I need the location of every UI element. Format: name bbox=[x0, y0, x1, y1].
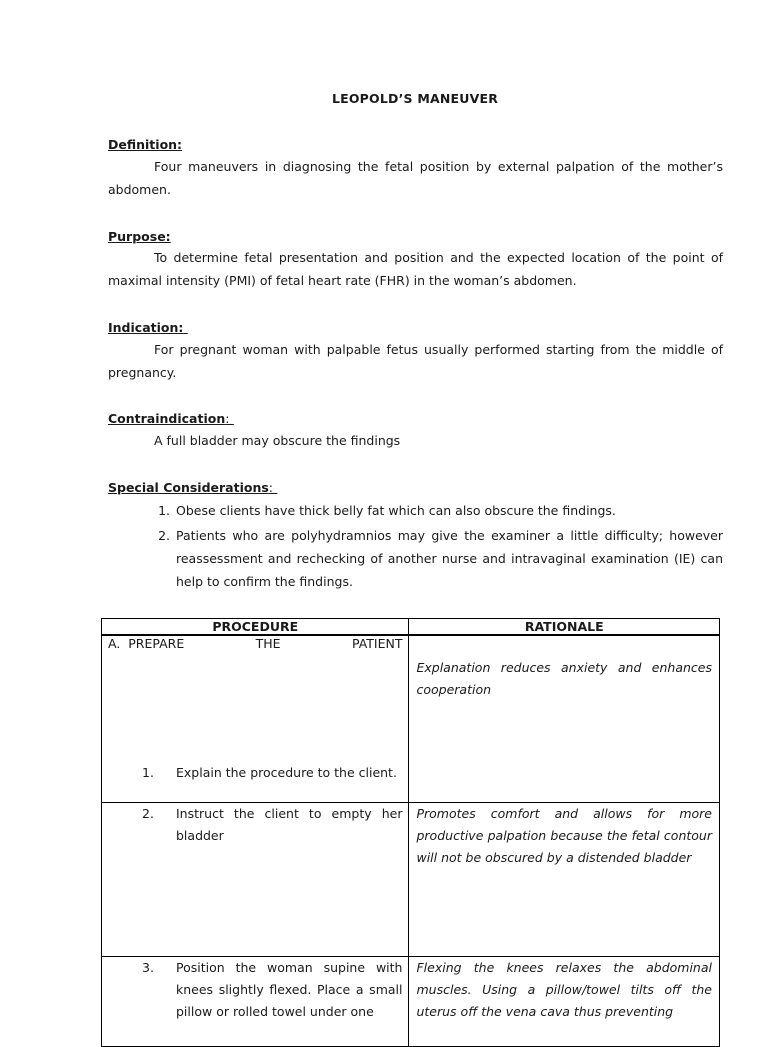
contraindication-text: A full bladder may obscure the findings bbox=[154, 433, 401, 448]
rationale-cell bbox=[409, 957, 720, 1047]
section-letter: A. bbox=[108, 636, 121, 651]
list-item-number: 1. bbox=[158, 503, 170, 518]
procedure-step bbox=[102, 762, 408, 784]
list-item bbox=[150, 499, 723, 522]
table-row bbox=[102, 957, 720, 1047]
purpose-heading: Purpose: bbox=[108, 229, 171, 244]
procedure-step bbox=[102, 957, 408, 1023]
step-text: Explain the procedure to the client. bbox=[176, 765, 397, 780]
step-text: Position the woman supine with knees slightly flexed. Place a small pillow or rolled towel under one bbox=[176, 960, 403, 1019]
procedure-step bbox=[102, 803, 408, 847]
rationale-column-header: RATIONALE bbox=[409, 619, 720, 636]
procedure-cell bbox=[102, 803, 409, 957]
list-item bbox=[150, 524, 723, 593]
rationale-text: Explanation reduces anxiety and enhances cooperation bbox=[416, 660, 712, 697]
list-item-number: 2. bbox=[158, 528, 170, 543]
purpose-text: To determine fetal presentation and position and the expected location of the point of maximal intensity (PMI) of fetal heart rate (FHR) in the woman’s abdomen. bbox=[108, 250, 723, 288]
step-text: Instruct the client to empty her bladder bbox=[176, 806, 403, 843]
procedure-cell bbox=[102, 957, 409, 1047]
table-row bbox=[102, 635, 720, 803]
step-number: 3. bbox=[142, 960, 154, 975]
the-word: THE bbox=[255, 636, 281, 651]
rationale-cell bbox=[409, 803, 720, 957]
prepare-patient-label bbox=[102, 636, 408, 651]
indication-text: For pregnant woman with palpable fetus usually performed starting from the middle of pregnancy. bbox=[108, 342, 723, 380]
procedure-table bbox=[101, 618, 720, 1047]
list-item-text: Patients who are polyhydramnios may give the examiner a little difficulty; however reassessment and rechecking of another nurse and intravaginal examination (IE) can help to confirm the findings. bbox=[176, 528, 723, 589]
procedure-cell bbox=[102, 635, 409, 803]
table-row bbox=[102, 803, 720, 957]
procedure-column-header: PROCEDURE bbox=[102, 619, 409, 636]
rationale-text: Promotes comfort and allows for more productive palpation because the fetal contour will not be obscured by a distended bladder bbox=[416, 806, 712, 865]
step-number: 2. bbox=[142, 806, 154, 821]
document-title: LEOPOLD’S MANEUVER bbox=[331, 91, 499, 106]
patient-word: PATIENT bbox=[351, 636, 403, 651]
rationale-cell bbox=[409, 635, 720, 803]
prepare-word: PREPARE bbox=[128, 636, 185, 651]
definition-heading: Definition: bbox=[108, 137, 183, 152]
step-number: 1. bbox=[142, 765, 154, 780]
special-considerations-heading: Special Considerations: bbox=[108, 480, 274, 495]
definition-text: Four maneuvers in diagnosing the fetal position by external palpation of the mother’s abdomen. bbox=[108, 159, 723, 197]
indication-heading: Indication: bbox=[108, 320, 184, 335]
table-header-row bbox=[102, 619, 720, 636]
contraindication-heading: Contraindication: bbox=[108, 411, 230, 426]
list-item-text: Obese clients have thick belly fat which can also obscure the findings. bbox=[176, 503, 616, 518]
rationale-text: Flexing the knees relaxes the abdominal muscles. Using a pillow/towel tilts off the uterus off the vena cava thus preventing bbox=[416, 960, 712, 1019]
